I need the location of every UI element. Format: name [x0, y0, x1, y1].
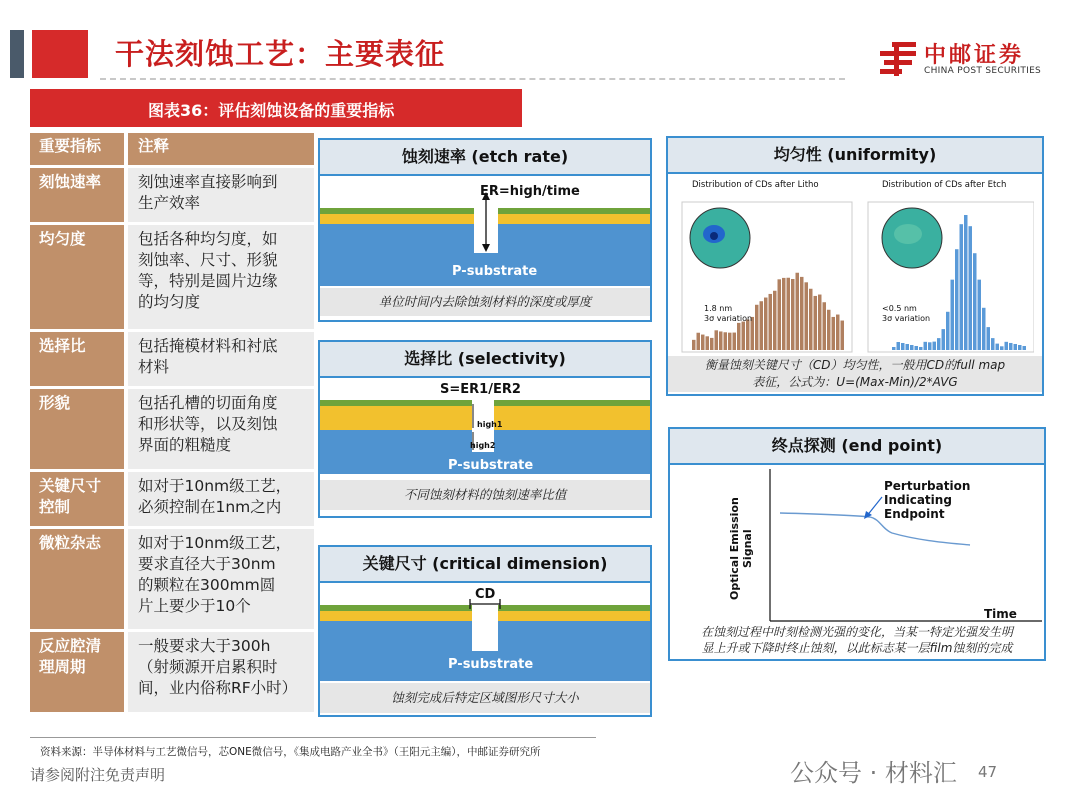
- table-row: [30, 632, 314, 712]
- selectivity-title: 选择比 (selectivity): [320, 342, 650, 378]
- etch-hist-bar: [919, 347, 923, 350]
- litho-hist-bar: [692, 340, 696, 350]
- row-note: （射频源开启累积时: [138, 658, 278, 676]
- litho-hist-bar: [809, 289, 813, 350]
- table-row: [30, 168, 314, 222]
- page-number: 47: [978, 763, 998, 781]
- uniformity-title: 均匀性 (uniformity): [668, 138, 1042, 174]
- metrics-table: [30, 133, 314, 715]
- litho-hist-bar: [827, 310, 831, 350]
- end-point-card: [668, 427, 1046, 661]
- page-title: 干法刻蚀工艺：主要表征: [115, 37, 446, 71]
- litho-hist-bar: [728, 333, 732, 350]
- row-note: 包括各种均匀度，如: [138, 230, 278, 248]
- litho-hist-bar: [773, 291, 777, 350]
- selectivity-caption: 不同蚀刻材料的蚀刻速率比值: [320, 480, 650, 510]
- row-note: 生产效率: [138, 194, 201, 212]
- etch-hist-bar: [951, 280, 955, 350]
- end-point-caption: 在蚀刻过程中时刻检测光强的变化，当某一特定光强发生明 显上升或下降时终止蚀刻，以此标志某一层film蚀刻的完成: [670, 623, 1044, 657]
- litho-hist-bar: [697, 333, 701, 350]
- table-row: [30, 332, 314, 386]
- critical-dimension-title: 关键尺寸 (critical dimension): [320, 547, 650, 583]
- row-note: 包括孔槽的切面角度: [138, 394, 278, 412]
- end-point-chart: [670, 467, 1044, 625]
- table-header-key: 重要指标: [30, 133, 124, 165]
- litho-hist-bar: [836, 315, 840, 350]
- critical-dimension-substrate: P-substrate: [448, 657, 534, 672]
- etch-hist-bar: [906, 344, 910, 350]
- etch-hist-bar: [933, 342, 937, 350]
- row-key: 关键尺寸: [39, 477, 102, 495]
- row-note: 界面的粗糙度: [138, 436, 232, 454]
- figure-title: 图表36：评估刻蚀设备的重要指标: [148, 101, 395, 120]
- etch-rate-substrate: P-substrate: [452, 264, 538, 279]
- company-logo: [878, 38, 1048, 80]
- etch-hist-bar: [892, 347, 896, 350]
- row-note: 片上要少于10个: [138, 597, 251, 615]
- litho-variation-value: 1.8 nm: [704, 304, 733, 313]
- etch-hist-bar: [897, 342, 901, 350]
- row-key: 刻蚀速率: [39, 173, 102, 191]
- etch-label: Distribution of CDs after Etch: [882, 180, 1007, 190]
- uniformity-card: [666, 136, 1044, 396]
- etch-hist-bar: [1005, 342, 1009, 350]
- etch-hist-bar: [955, 249, 959, 350]
- etch-rate-formula: ER=high/time: [480, 184, 580, 199]
- title-decoration: [10, 30, 88, 78]
- table-row: [30, 389, 314, 469]
- etch-hist-bar: [1009, 343, 1013, 350]
- uniformity-caption: 衡量蚀刻关键尺寸（CD）均匀性，一般用CD的full map 表征，公式为：U=(Max-Min)/2*AVG: [668, 356, 1042, 392]
- etch-hist-bar: [928, 342, 932, 350]
- end-point-xlabel: Time: [984, 607, 1017, 621]
- selectivity-card: [318, 340, 652, 518]
- disclaimer: 请参阅附注免责声明: [30, 766, 166, 784]
- selectivity-substrate: P-substrate: [448, 458, 534, 473]
- source-note: 资料来源：半导体材料与工艺微信号，芯ONE微信号，《集成电路产业全书》（王阳元主编），中邮证券研究所: [40, 746, 541, 758]
- etch-hist-bar: [978, 280, 982, 350]
- litho-hist-bar: [769, 294, 773, 350]
- litho-variation-label: 3σ variation: [704, 314, 753, 323]
- table-header-note: 注释: [128, 133, 314, 165]
- litho-hist-bar: [787, 278, 791, 350]
- litho-hist-bar: [764, 298, 768, 350]
- litho-hist-bar: [791, 279, 795, 350]
- figure-title-banner: [30, 89, 522, 127]
- litho-hist-bar: [755, 305, 759, 350]
- litho-hist-bar: [818, 295, 822, 350]
- litho-hist-bar: [805, 282, 809, 350]
- litho-hist-bar: [715, 330, 719, 350]
- row-note: 要求直径大于30nm: [138, 555, 276, 573]
- row-key: 理周期: [39, 658, 86, 676]
- row-key: 微粒杂志: [39, 534, 102, 552]
- title-divider: [100, 78, 845, 80]
- row-note: 间，业内俗称RF小时）: [138, 679, 298, 697]
- row-note: 刻蚀率、尺寸、形貌: [138, 251, 278, 269]
- litho-hist-bar: [814, 296, 818, 350]
- etch-variation-label: 3σ variation: [882, 314, 931, 323]
- litho-hist-bar: [778, 279, 782, 350]
- etch-variation-value: <0.5 nm: [882, 304, 917, 313]
- selectivity-high1: high1: [477, 420, 503, 429]
- row-note: 和形状等，以及刻蚀: [138, 415, 278, 433]
- etch-hist-bar: [982, 308, 986, 350]
- critical-dimension-card: [318, 545, 652, 717]
- etch-hist-bar: [1000, 346, 1004, 350]
- etch-hist-bar: [996, 344, 1000, 350]
- source-divider: [30, 737, 596, 738]
- litho-hist-bar: [719, 331, 723, 350]
- row-key: 均匀度: [39, 230, 86, 248]
- litho-hist-bar: [724, 332, 728, 350]
- litho-hist-bar: [733, 333, 737, 350]
- row-key: 反应腔清: [39, 637, 102, 655]
- etch-hist-bar: [937, 338, 941, 350]
- etch-rate-title: 蚀刻速率 (etch rate): [320, 140, 650, 176]
- etch-hist-bar: [973, 253, 977, 350]
- etch-hist-bar: [969, 226, 973, 350]
- etch-hist-bar: [942, 329, 946, 350]
- logo-name-cn: 中邮证券: [924, 43, 1025, 68]
- litho-hist-bar: [760, 301, 764, 350]
- end-point-ylabel: Optical Emission Signal: [728, 497, 754, 601]
- etch-hist-bar: [924, 342, 928, 350]
- row-note: 如对于10nm级工艺，: [138, 534, 292, 552]
- end-point-annotation: Perturbation Indicating Endpoint: [884, 479, 971, 521]
- etch-hist-bar: [915, 346, 919, 350]
- etch-hist-bar: [1014, 344, 1018, 350]
- row-note: 的均匀度: [138, 293, 201, 311]
- litho-hist-bar: [746, 320, 750, 350]
- row-note: 一般要求大于300h: [138, 637, 271, 655]
- etch-hist-bar: [901, 343, 905, 350]
- row-key: 选择比: [39, 337, 86, 355]
- cd-distribution-histograms: [678, 198, 1034, 354]
- table-header-row: [30, 133, 314, 165]
- row-note: 材料: [138, 358, 170, 376]
- watermark: 公众号 · 材料汇: [790, 759, 957, 787]
- litho-hist-bar: [701, 335, 705, 350]
- table-row: [30, 529, 314, 629]
- table-row: [30, 225, 314, 329]
- litho-hist-bar: [706, 336, 710, 350]
- table-row: [30, 472, 314, 526]
- litho-hist-bar: [737, 323, 741, 350]
- etch-rate-caption: 单位时间内去除蚀刻材料的深度或厚度: [320, 288, 650, 316]
- row-note: 刻蚀速率直接影响到: [138, 173, 278, 191]
- row-note: 必须控制在1nm之内: [138, 498, 282, 516]
- litho-hist-bar: [796, 273, 800, 350]
- etch-hist-bar: [991, 338, 995, 350]
- logo-name-en: CHINA POST SECURITIES: [924, 66, 1042, 76]
- etch-hist-bar: [910, 345, 914, 350]
- china-post-logo-icon: [878, 40, 918, 78]
- litho-hist-bar: [800, 277, 804, 350]
- cd-label: CD: [475, 587, 496, 602]
- litho-hist-bar: [710, 338, 714, 350]
- etch-hist-bar: [946, 312, 950, 350]
- row-note: 包括掩模材料和衬底: [138, 337, 278, 355]
- row-key: 控制: [39, 498, 71, 516]
- row-key: 形貌: [39, 394, 71, 412]
- etch-hist-bar: [960, 224, 964, 350]
- etch-hist-bar: [1023, 346, 1027, 350]
- etch-rate-card: [318, 138, 652, 322]
- litho-hist-bar: [742, 322, 746, 350]
- etch-hist-bar: [964, 215, 968, 350]
- litho-hist-bar: [823, 302, 827, 350]
- critical-dimension-caption: 蚀刻完成后特定区域图形尺寸大小: [320, 683, 650, 713]
- end-point-title: 终点探测 (end point): [670, 429, 1044, 465]
- etch-hist-bar: [987, 327, 991, 350]
- litho-hist-bar: [832, 317, 836, 350]
- litho-hist-bar: [841, 321, 845, 350]
- selectivity-high2: high2: [470, 441, 496, 450]
- selectivity-formula: S=ER1/ER2: [440, 382, 521, 397]
- etch-hist-bar: [1018, 345, 1022, 350]
- row-note: 如对于10nm级工艺，: [138, 477, 292, 495]
- litho-hist-bar: [782, 278, 786, 350]
- row-note: 的颗粒在300mm圆: [138, 576, 276, 594]
- row-note: 等，特别是圆片边缘: [138, 272, 278, 290]
- litho-label: Distribution of CDs after Litho: [692, 180, 819, 190]
